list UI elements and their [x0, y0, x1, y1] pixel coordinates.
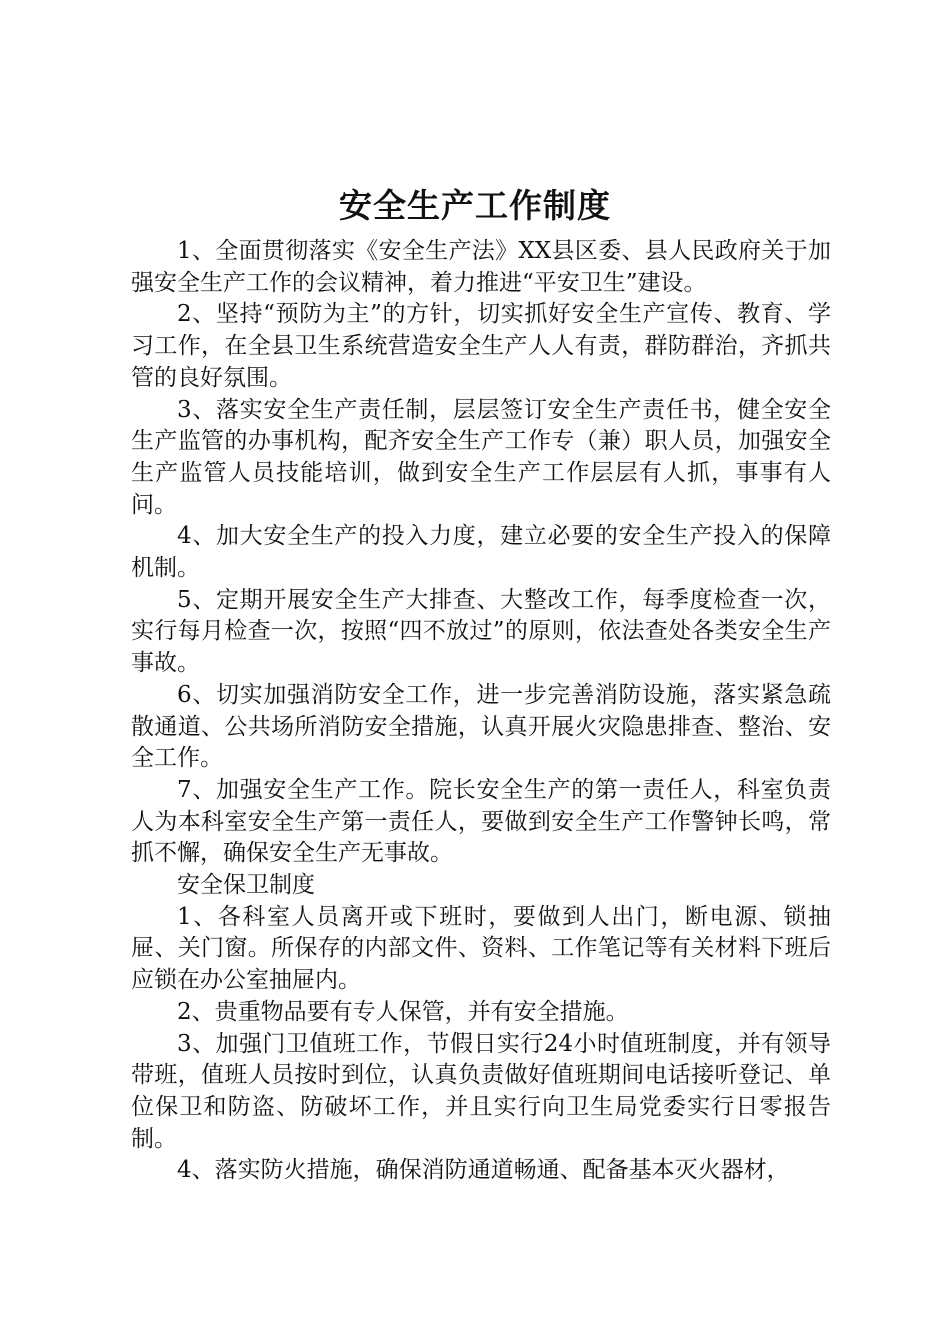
- paragraph-3: 3、落实安全生产责任制，层层签订安全生产责任书，健全安全生产监管的办事机构，配齐安全生产工作专（兼）职人员，加强安全生产监管人员技能培训，做到安全生产工作层层有人抓，事事有人问。: [131, 396, 831, 518]
- section-subheading: 安全保卫制度: [177, 872, 315, 899]
- paragraph-7: 7、加强安全生产工作。院长安全生产的第一责任人，科室负责人为本科室安全生产第一责任人，要做到安全生产工作警钟长鸣，常抓不懈，确保安全生产无事故。: [131, 776, 831, 867]
- security-paragraph-3: 3、加强门卫值班工作，节假日实行24小时值班制度，并有领导带班，值班人员按时到位，认真负责做好值班期间电话接听登记、单位保卫和防盗、防破坏工作，并且实行向卫生局党委实行日零报告制。: [131, 1030, 831, 1152]
- paragraph-1: 1、全面贯彻落实《安全生产法》XX县区委、县人民政府关于加强安全生产工作的会议精神，着力推进“平安卫生”建设。: [131, 238, 831, 296]
- paragraph-4: 4、加大安全生产的投入力度，建立必要的安全生产投入的保障机制。: [131, 523, 831, 582]
- security-paragraph-2: 2、贵重物品要有专人保管，并有安全措施。: [177, 998, 629, 1025]
- paragraph-6: 6、切实加强消防安全工作，进一步完善消防设施，落实紧急疏散通道、公共场所消防安全措施，认真开展火灾隐患排查、整治、安全工作。: [131, 681, 831, 772]
- document-body: [131, 236, 831, 1187]
- security-paragraph-1: 1、各科室人员离开或下班时，要做到人出门，断电源、锁抽屉、关门窗。所保存的内部文件、资料、工作笔记等有关材料下班后应锁在办公室抽屉内。: [131, 903, 831, 994]
- paragraph-2: 2、坚持“预防为主”的方针，切实抓好安全生产宣传、教育、学习工作，在全县卫生系统营造安全生产人人有责，群防群治，齐抓共管的良好氛围。: [131, 301, 831, 391]
- document-title: 安全生产工作制度: [339, 186, 611, 225]
- security-paragraph-4: 4、落实防火措施，确保消防通道畅通、配备基本灭火器材，: [177, 1157, 790, 1184]
- paragraph-5: 5、定期开展安全生产大排查、大整改工作，每季度检查一次，实行每月检查一次，按照“四不放过”的原则，依法查处各类安全生产事故。: [131, 586, 831, 677]
